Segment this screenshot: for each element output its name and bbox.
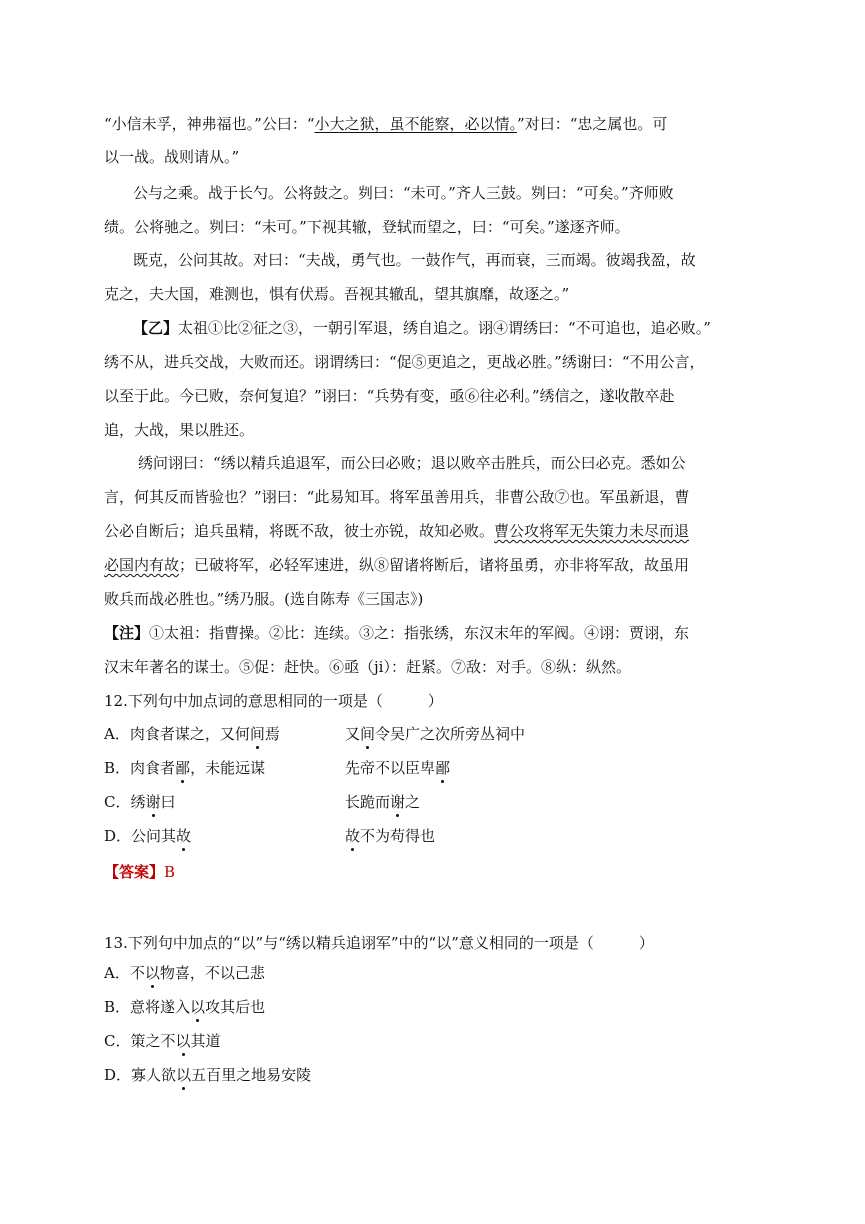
text: 肉食者 <box>130 759 176 777</box>
text: ①太祖：指曹操。②比：连续。③之：指张绣，东汉末年的军阀。④诩：贾诩，东 <box>149 624 690 642</box>
dotted-word: 谢 <box>145 793 161 811</box>
text: 焉 <box>264 725 280 743</box>
text: 绣 <box>130 793 146 811</box>
text: 曰 <box>160 793 176 811</box>
wavy-underlined-text: 必国内有故 <box>104 556 180 574</box>
option-right <box>345 758 450 778</box>
question-12-option-d <box>104 826 436 846</box>
note-line <box>104 623 689 643</box>
text: 五百里之地易安陵 <box>191 1066 312 1084</box>
question-12-option-b <box>104 758 451 778</box>
text: 令吴广之次所旁丛祠中 <box>375 725 526 743</box>
text: 不 <box>129 964 145 982</box>
option-label: D． <box>104 1066 132 1084</box>
passage-line: 绣问诩曰：“绣以精兵追退军，而公曰必败；退以败卒击胜兵，而公曰必克。悉如公 <box>138 454 686 472</box>
text: 之 <box>405 793 421 811</box>
question-12-option-c <box>104 792 421 812</box>
option-right <box>345 792 420 812</box>
passage-line: 败兵而战必胜也。”绣乃服。(选自陈寿《三国志》) <box>104 590 424 608</box>
text: 寡人欲 <box>131 1066 177 1084</box>
text: 公问其 <box>131 827 177 845</box>
section-mark: 【乙】 <box>133 319 179 337</box>
passage-line <box>104 114 667 134</box>
passage-line: 绩。公将驰之。刿曰：“未可。”下视其辙，登轼而望之，曰：“可矣。”遂逐齐师。 <box>104 218 630 236</box>
dotted-word: 谢 <box>390 793 406 811</box>
option-label: C． <box>104 793 131 811</box>
passage-line: 以一战。战则请从。” <box>104 148 240 166</box>
question-12-stem: 12.下列句中加点词的意思相同的一项是（ ） <box>104 692 443 710</box>
text: 肉食者谋之，又何 <box>129 725 250 743</box>
question-13-option-c <box>104 1031 221 1051</box>
dotted-word: 间 <box>360 725 376 743</box>
passage-line: 公与之乘。战于长勺。公将鼓之。刿曰：“未可。”齐人三鼓。刿曰：“可矣。”齐师败 <box>133 184 674 202</box>
dotted-word: 以 <box>190 998 206 1016</box>
passage-line <box>104 555 689 575</box>
dotted-word: 故 <box>176 827 192 845</box>
answer-value: B <box>164 863 176 881</box>
text: ；已破将军，必轻军速进，纵⑧留诸将断后，诸将虽勇，亦非将军敌，故虽用 <box>179 556 690 574</box>
text: 物喜，不以己悲 <box>159 964 265 982</box>
text: ”对曰：“忠之属也。可 <box>517 115 668 133</box>
text: 攻其后也 <box>205 998 266 1016</box>
dotted-word: 以 <box>175 1032 191 1050</box>
dotted-word: 间 <box>249 725 265 743</box>
dotted-word: 鄙 <box>175 759 191 777</box>
text: 先帝不以臣卑 <box>345 759 436 777</box>
passage-line: 追，大战，果以胜还。 <box>104 421 255 439</box>
option-label: B． <box>104 759 131 777</box>
passage-line: 言，何其反而皆验也？”诩曰：“此易知耳。将军虽善用兵，非曹公敌⑦也。军虽新退，曹 <box>104 488 690 506</box>
text: ，未能远谋 <box>190 759 266 777</box>
passage-line <box>104 521 689 541</box>
option-label: C． <box>104 1032 131 1050</box>
question-13-option-b <box>104 997 265 1017</box>
question-13-option-a <box>104 963 265 983</box>
answer-line <box>104 862 175 882</box>
question-13-stem: 13.下列句中加点的“以”与“绣以精兵追诩军”中的“以”意义相同的一项是（ ） <box>104 934 654 952</box>
passage-line: 既克，公问其故。对曰：“夫战，勇气也。一鼓作气，再而衰，三而竭。彼竭我盈，故 <box>133 251 696 269</box>
passage-line <box>133 318 711 338</box>
dotted-word: 以 <box>144 964 160 982</box>
text: 长跪而 <box>345 793 391 811</box>
option-right <box>345 826 435 846</box>
underlined-text: 小大之狱，虽不能察，必以情。 <box>314 115 518 133</box>
note-mark: 【注】 <box>104 624 150 642</box>
dotted-word: 故 <box>345 827 361 845</box>
text: “小信未孚，神弗福也。”公曰：“ <box>104 115 315 133</box>
text: 又 <box>345 725 361 743</box>
passage-line: 以至于此。今已败，奈何复追？”诩曰：“兵势有变，亟⑥往必利。”绣信之，遂收散卒赴 <box>104 387 675 405</box>
dotted-word: 鄙 <box>435 759 451 777</box>
text: 其道 <box>190 1032 221 1050</box>
text: 意将遂入 <box>130 998 191 1016</box>
option-label: A． <box>104 725 130 743</box>
question-12-option-a <box>104 724 526 744</box>
text: 策之不 <box>130 1032 176 1050</box>
option-label: B． <box>104 998 131 1016</box>
answer-mark: 【答案】 <box>104 863 165 881</box>
text: 太祖①比②征之③，一朝引军退，绣自追之。诩④谓绣曰：“不可追也，追必败。” <box>178 319 711 337</box>
text: 公必自断后；追兵虽精，将既不敌，彼士亦锐，故知必败。 <box>104 522 495 540</box>
option-label: D． <box>104 827 132 845</box>
note-line: 汉末年著名的谋士。⑤促：赶快。⑥亟（ji）：赶紧。⑦敌：对手。⑧纵：纵然。 <box>104 658 631 676</box>
text: 不为苟得也 <box>360 827 436 845</box>
question-13-option-d <box>104 1065 311 1085</box>
passage-line: 绣不从，进兵交战，大败而还。诩谓绣曰：“促⑤更追之，更战必胜。”绣谢曰：“不用公言， <box>104 353 705 371</box>
option-right <box>345 724 525 744</box>
dotted-word: 以 <box>176 1066 192 1084</box>
wavy-underlined-text: 曹公攻将军无失策力未尽而退 <box>494 522 690 540</box>
passage-line: 克之，夫大国，难测也，惧有伏焉。吾视其辙乱，望其旗靡，故逐之。” <box>104 285 570 303</box>
option-label: A． <box>104 964 130 982</box>
